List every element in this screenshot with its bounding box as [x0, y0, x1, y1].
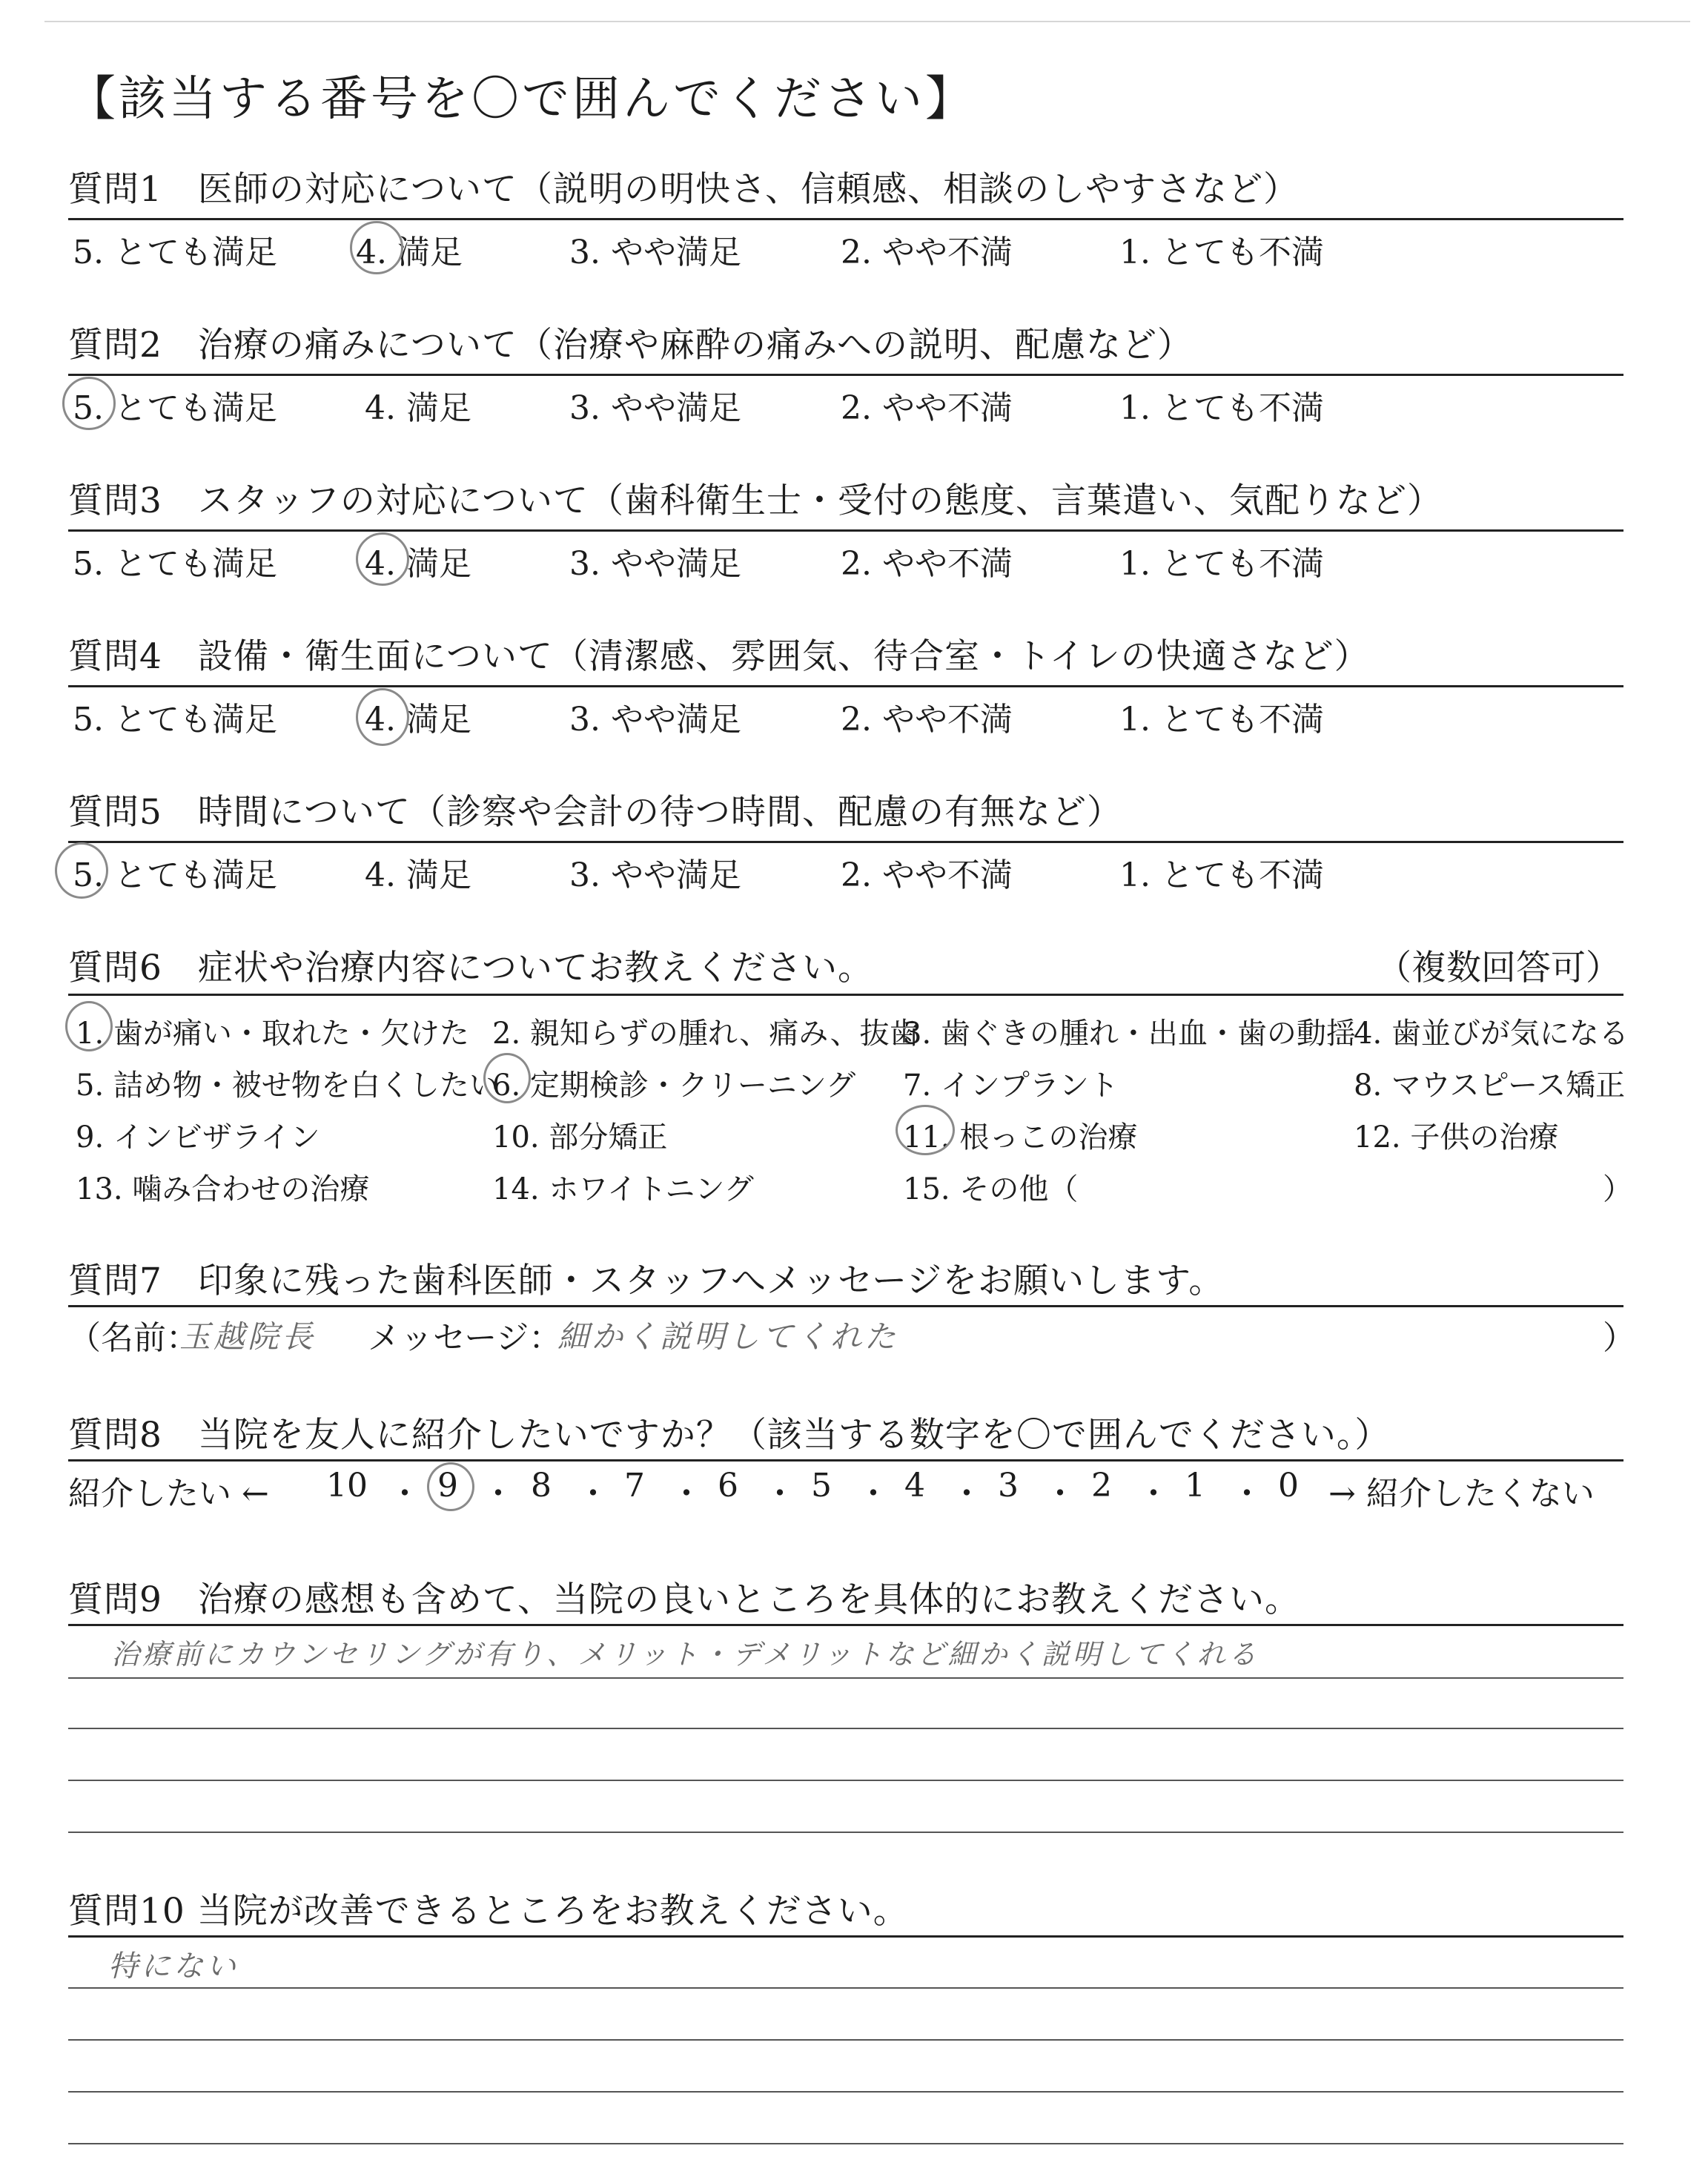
- q5-heading: 質問5 時間について（診察や会計の待つ時間、配慮の有無など）: [68, 792, 1122, 833]
- q10-line-1: [68, 1987, 1623, 1989]
- q2-option-1[interactable]: 1. とても不満: [1119, 389, 1324, 427]
- top-border: [44, 21, 1690, 22]
- q9-rule: [68, 1624, 1623, 1626]
- q5-option-3[interactable]: 3. やや満足: [569, 856, 741, 894]
- q4-heading: 質問4 設備・衛生面について（清潔感、雰囲気、待合室・トイレの快適さなど）: [68, 636, 1370, 677]
- q6-multiple-note: （複数回答可）: [1377, 948, 1621, 988]
- q10-answer[interactable]: 特にない: [108, 1949, 239, 1984]
- q8-dot: ・: [388, 1475, 421, 1513]
- q7-answer-row: [68, 1311, 1635, 1357]
- q4-rule: [68, 685, 1623, 687]
- q8-dot: ・: [764, 1475, 796, 1513]
- q6-option-8[interactable]: 8. マウスピース矯正: [1354, 1069, 1626, 1103]
- q2-option-3[interactable]: 3. やや満足: [569, 389, 741, 427]
- q8-scale-3[interactable]: 3: [998, 1467, 1019, 1505]
- q8-scale-2[interactable]: 2: [1091, 1467, 1112, 1505]
- q8-dot: ・: [482, 1475, 514, 1513]
- q9-heading: 質問9 治療の感想も含めて、当院の良いところを具体的にお教えください。: [68, 1579, 1300, 1620]
- q4-option-3[interactable]: 3. やや満足: [569, 701, 741, 739]
- q8-scale-0[interactable]: 0: [1278, 1467, 1299, 1505]
- q8-dot: ・: [857, 1475, 890, 1513]
- q8-right-label: → 紹介したくない: [1328, 1475, 1595, 1513]
- q8-dot: ・: [1137, 1475, 1170, 1513]
- q2-option-5[interactable]: 5. とても満足: [73, 389, 277, 427]
- q3-option-2[interactable]: 2. やや不満: [841, 545, 1013, 583]
- q1-option-2[interactable]: 2. やや不満: [841, 234, 1013, 271]
- q6-option-1[interactable]: 1. 歯が痛い・取れた・欠けた: [76, 1017, 469, 1051]
- q4-option-4[interactable]: 4. 満足: [365, 701, 471, 739]
- q2-option-4[interactable]: 4. 満足: [365, 389, 471, 427]
- q10-rule: [68, 1935, 1623, 1938]
- q6-options-grid: [68, 1001, 1632, 1209]
- q8-scale-10[interactable]: 10: [326, 1467, 368, 1505]
- q1-option-1[interactable]: 1. とても不満: [1119, 234, 1324, 271]
- q3-option-1[interactable]: 1. とても不満: [1119, 545, 1324, 583]
- q8-scale-4[interactable]: 4: [904, 1467, 925, 1505]
- q6-option-3[interactable]: 3. 歯ぐきの腫れ・出血・歯の動揺: [903, 1017, 1356, 1051]
- q8-dot: ・: [670, 1475, 703, 1513]
- q6-option-12[interactable]: 12. 子供の治療: [1354, 1120, 1559, 1155]
- q4-option-1[interactable]: 1. とても不満: [1119, 701, 1324, 739]
- q2-heading: 質問2 治療の痛みについて（治療や麻酔の痛みへの説明、配慮など）: [68, 325, 1194, 366]
- q8-left-label: 紹介したい ←: [68, 1475, 269, 1513]
- q8-scale-6[interactable]: 6: [718, 1467, 738, 1505]
- q1-options: [68, 225, 1623, 270]
- q6-option-4[interactable]: 4. 歯並びが気になる: [1354, 1017, 1629, 1051]
- q5-option-1[interactable]: 1. とても不満: [1119, 856, 1324, 894]
- q8-scale-7[interactable]: 7: [624, 1467, 645, 1505]
- q6-option-13[interactable]: 13. 噛み合わせの治療: [76, 1172, 370, 1206]
- q9-line-1: [68, 1677, 1623, 1679]
- q6-option-10[interactable]: 10. 部分矯正: [492, 1120, 668, 1155]
- q6-option-2[interactable]: 2. 親知らずの腫れ、痛み、抜歯: [492, 1017, 919, 1051]
- q6-option-7[interactable]: 7. インプラント: [903, 1069, 1119, 1103]
- q6-option-5[interactable]: 5. 詰め物・被せ物を白くしたい: [76, 1069, 499, 1103]
- q7-message-value[interactable]: 細かく説明してくれた: [557, 1318, 899, 1355]
- q7-rule: [68, 1305, 1623, 1307]
- q10-line-3: [68, 2091, 1623, 2093]
- q9-line-4: [68, 1832, 1623, 1833]
- q3-option-4[interactable]: 4. 満足: [365, 545, 471, 583]
- q6-rule: [68, 994, 1623, 996]
- q9-answer[interactable]: 治療前にカウンセリングが有り、メリット・デメリットなど細かく説明してくれる: [111, 1638, 1260, 1671]
- q1-rule: [68, 218, 1623, 220]
- q8-heading: 質問8 当院を友人に紹介したいですか？（該当する数字を〇で囲んでください。）: [68, 1415, 1391, 1456]
- q3-option-3[interactable]: 3. やや満足: [569, 545, 741, 583]
- q8-scale-row: [68, 1467, 1623, 1511]
- q7-name-label: （名前：: [68, 1319, 199, 1357]
- q7-name-value[interactable]: 玉越院長: [179, 1318, 317, 1355]
- q1-option-4[interactable]: 4. 満足: [356, 234, 463, 271]
- q4-options: [68, 693, 1623, 737]
- q3-rule: [68, 529, 1623, 532]
- q2-rule: [68, 374, 1623, 376]
- q3-heading: 質問3 スタッフの対応について（歯科衛生士・受付の態度、言葉遣い、気配りなど）: [68, 480, 1443, 521]
- form-title: 【該当する番号を〇で囲んでください】: [68, 72, 976, 127]
- q1-option-5[interactable]: 5. とても満足: [73, 234, 277, 271]
- q7-heading: 質問7 印象に残った歯科医師・スタッフへメッセージをお願いします。: [68, 1261, 1225, 1301]
- q6-other-close: ）: [1603, 1172, 1632, 1206]
- q6-heading: 質問6 症状や治療内容についてお教えください。: [68, 948, 873, 988]
- q3-option-5[interactable]: 5. とても満足: [73, 545, 277, 583]
- q7-close-paren: ）: [1603, 1319, 1635, 1357]
- q7-message-label: メッセージ：: [368, 1319, 562, 1357]
- q1-heading: 質問1 医師の対応について（説明の明快さ、信頼感、相談のしやすさなど）: [68, 169, 1300, 210]
- q8-dot: ・: [950, 1475, 983, 1513]
- q6-option-11[interactable]: 11. 根っこの治療: [903, 1120, 1138, 1155]
- q1-option-3[interactable]: 3. やや満足: [569, 234, 741, 271]
- q8-scale-1[interactable]: 1: [1185, 1467, 1205, 1505]
- q8-scale-5[interactable]: 5: [811, 1467, 832, 1505]
- q2-options: [68, 381, 1623, 426]
- q10-line-4: [68, 2143, 1623, 2144]
- q9-line-2: [68, 1728, 1623, 1729]
- q10-heading: 質問10 当院が改善できるところをお教えください。: [68, 1891, 909, 1932]
- q2-option-2[interactable]: 2. やや不満: [841, 389, 1013, 427]
- q3-options: [68, 537, 1623, 581]
- q5-options: [68, 848, 1623, 893]
- q5-option-4[interactable]: 4. 満足: [365, 856, 471, 894]
- q5-option-2[interactable]: 2. やや不満: [841, 856, 1013, 894]
- q8-scale-9[interactable]: 9: [437, 1467, 458, 1505]
- q8-dot: ・: [1231, 1475, 1263, 1513]
- q8-dot: ・: [577, 1475, 609, 1513]
- q5-option-5[interactable]: 5. とても満足: [73, 856, 277, 894]
- q8-rule: [68, 1459, 1623, 1462]
- q8-scale-8[interactable]: 8: [531, 1467, 552, 1505]
- q6-option-15[interactable]: 15. その他（: [903, 1172, 1079, 1206]
- q5-rule: [68, 841, 1623, 843]
- q6-option-14[interactable]: 14. ホワイトニング: [492, 1172, 754, 1206]
- q9-line-3: [68, 1780, 1623, 1781]
- q10-line-2: [68, 2039, 1623, 2041]
- q8-dot: ・: [1044, 1475, 1076, 1513]
- q4-option-5[interactable]: 5. とても満足: [73, 701, 277, 739]
- q6-option-9[interactable]: 9. インビザライン: [76, 1120, 320, 1155]
- q4-option-2[interactable]: 2. やや不満: [841, 701, 1013, 739]
- q6-option-6[interactable]: 6. 定期検診・クリーニング: [492, 1069, 856, 1103]
